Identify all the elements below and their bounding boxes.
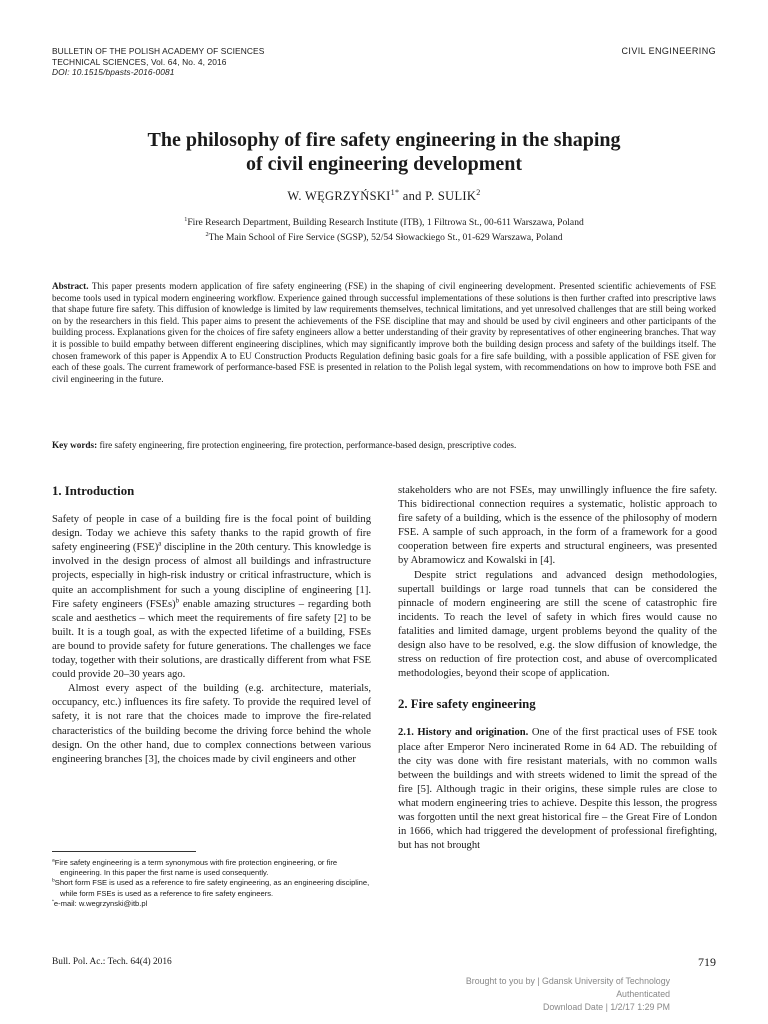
- journal-header: [52, 46, 264, 78]
- footnote-mark: b: [52, 878, 55, 884]
- abstract-label: Abstract.: [52, 281, 89, 291]
- section-label: CIVIL ENGINEERING: [621, 46, 716, 56]
- download-source: Brought to you by | Gdansk University of Technology: [465, 976, 670, 986]
- footnote-text: Short form FSE is used as a reference to fire safety engineering, as an engineering discipline, while form FSEs is used as a reference to fire safety engineers.: [54, 878, 370, 898]
- author-2: P. SULIK: [425, 189, 477, 203]
- footnote-mark: *: [52, 899, 54, 905]
- affiliation-1-mark: 1: [184, 215, 188, 223]
- footnote-b: [52, 878, 371, 898]
- affiliation-1-text: Fire Research Department, Building Research Institute (ITB), 1 Filtrowa St., 00-611 Warszawa, Poland: [187, 217, 584, 228]
- subsection-heading: 2.1. History and origination.: [398, 727, 529, 739]
- section-heading-introduction: 1. Introduction: [52, 484, 135, 498]
- download-date: Download Date | 1/2/17 1:29 PM: [543, 1001, 670, 1012]
- paragraph: [398, 726, 717, 853]
- author-list: [52, 189, 716, 204]
- affiliations: [52, 215, 716, 245]
- abstract: [52, 281, 716, 385]
- keywords-label: Key words:: [52, 440, 98, 450]
- doi[interactable]: DOI: 10.1515/bpasts-2016-0081: [52, 67, 175, 78]
- journal-name: BULLETIN OF THE POLISH ACADEMY OF SCIENCES: [52, 46, 265, 56]
- footnote-a: [52, 858, 371, 878]
- left-column: [52, 484, 371, 767]
- affiliation-2-mark: 2: [205, 230, 209, 238]
- section-heading-fire-safety-engineering: 2. Fire safety engineering: [398, 697, 536, 712]
- author-2-mark: 2: [476, 187, 481, 197]
- paragraph-text: Safety of people in case of a building fire is the focal point of building design. Today we achieve this safety thanks to the rapid growth of fire safety engineering (FSE): [52, 514, 371, 554]
- footnote-ref[interactable]: a: [158, 540, 162, 548]
- footnote-text: Fire safety engineering is a term synonymous with fire protection engineering, or fire engineering. In this paper the first name is used consequently.: [54, 858, 338, 878]
- footnote-email: [52, 899, 371, 909]
- footnote-ref[interactable]: b: [175, 597, 180, 605]
- page-number: 719: [698, 955, 716, 969]
- right-column: [398, 484, 717, 853]
- affiliation-1: [52, 215, 716, 230]
- paragraph-text: One of the first practical uses of FSE took place after Emperor Nero incinerated Rome in 64 AD. The rebuilding of the city was done with fire resistant materials, with no common walls between the buildings and with streets widened to limit the spread of the fire [5]. Although tragic in their origins, these simple rules are close to what modern engineering tries to achieve. Despite this lesson, the progress was forgotten until the next great historical fire – the Great Fire of London in 1666, which had triggered the development of professional firefighting, but has not brought: [398, 727, 717, 852]
- affiliation-2: [52, 230, 716, 245]
- paper-title: [52, 128, 716, 176]
- affiliation-2-text: The Main School of Fire Service (SGSP), 52/54 Słowackiego St., 01-629 Warszawa, Poland: [208, 232, 563, 243]
- title-line-1: The philosophy of fire safety engineering in the shaping: [147, 129, 621, 151]
- footer-citation: Bull. Pol. Ac.: Tech. 64(4) 2016: [52, 957, 172, 967]
- paragraph: Almost every aspect of the building (e.g. architecture, materials, occupancy, etc.) influences its fire safety. To provide the required level of safety, it is not rare that the choices made to improve the fire-related characteristics of the building become the driving force behind the whole design. On the other hand, due to complex connections between various engineering branches [3], the choices made by civil engineers and other: [52, 683, 371, 765]
- author-1: W. WĘGRZYŃSKI: [287, 189, 391, 203]
- download-auth: Authenticated: [616, 988, 670, 999]
- paragraph: stakeholders who are not FSEs, may unwillingly influence the fire safety. This bidirectional connection requires a systematic, holistic approach to fire safety of a building, which is the essence of the philosophy of modern FSE. A sample of such approach, in the form of a framework for a good cooperation between fire experts and structural engineers, was presented by Abramowicz and Kowalski in [4].: [398, 485, 717, 567]
- paragraph: Despite strict regulations and advanced design methodologies, supertall buildings or large road tunnels that can be considered the pinnacle of modern engineering are still the scene of catastrophic fire incidents. To reach the level of safety in which fires would cause no fatalities and limited damage, urgent problems beyond the quality of the design also have to be resolved, e.g. the slow diffusion of knowledge, the stress on reduction of fire protection cost, and abuse of overcomplicated methodologies, beyond their scope of application.: [398, 569, 717, 680]
- footnotes: [52, 851, 371, 909]
- paragraph-text: enable amazing structures – regarding both scale and aesthetics – which meet the requirements of fire safety [2] to be built. It is a tough goal, as with the expected lifetime of a building, FSEs are bound to provide safety for future generations. The challenges we face today, together with their solutions, are drastically different from what FSE could provide 20–30 years ago.: [52, 598, 372, 681]
- paragraph-text: discipline in the 20th century. This knowledge is involved in the design process of almost all buildings and infrastructure projects, especially in high-risk industry or critical infrastructure, which is quite an accomplishment for such a young discipline of engineering [1]. Fire safety engineers (FSEs): [52, 542, 371, 610]
- footnote-rule: [52, 851, 196, 852]
- author-conjunction: and: [399, 189, 426, 203]
- title-line-2: of civil engineering development: [245, 153, 523, 175]
- keywords-text: fire safety engineering, fire protection engineering, fire protection, performance-based design, prescriptive codes.: [97, 440, 517, 450]
- email-link[interactable]: e-mail: w.wegrzynski@itb.pl: [53, 898, 148, 908]
- paragraph: [52, 513, 371, 682]
- footnote-mark: a: [52, 858, 55, 864]
- keywords: [52, 440, 716, 450]
- journal-volume: TECHNICAL SCIENCES, Vol. 64, No. 4, 2016: [52, 56, 227, 67]
- author-1-mark: 1*: [390, 187, 400, 197]
- abstract-text: This paper presents modern application of fire safety engineering (FSE) in the shaping of civil engineering development. Presented scientific achievements of FSE become tools used in typical modern engineering workflow. Experience gained through successful implementations of these solutions is then further crafted into prescriptive laws that shape future fire safety. This diffusion of knowledge is limited by law requirements themselves, technical limitations, and yet unresolved challenges that are still being worked on by the researchers in this field. This paper aims to present the achievements of the FSE discipline that may and should be used by civil engineers and other participants of the building process. Explanations given for the choices of fire safety engineers allow a better understanding of their gravity by representatives of other engineering branches. That way it is possible to build empathy between different engineering disciplines, which may significantly improve both the building design process and safety of the buildings itself. The chosen framework of this paper is Appendix A to EU Construction Products Regulation defining basic goals for a fire safe building, with a possible application of FSE given for each of these goals. The current framework of performance-based FSE is presented in relation to the Polish legal system, with recommendations on how to improve both FSE and civil engineering in the future.: [52, 281, 716, 384]
- download-watermark: [466, 975, 670, 1013]
